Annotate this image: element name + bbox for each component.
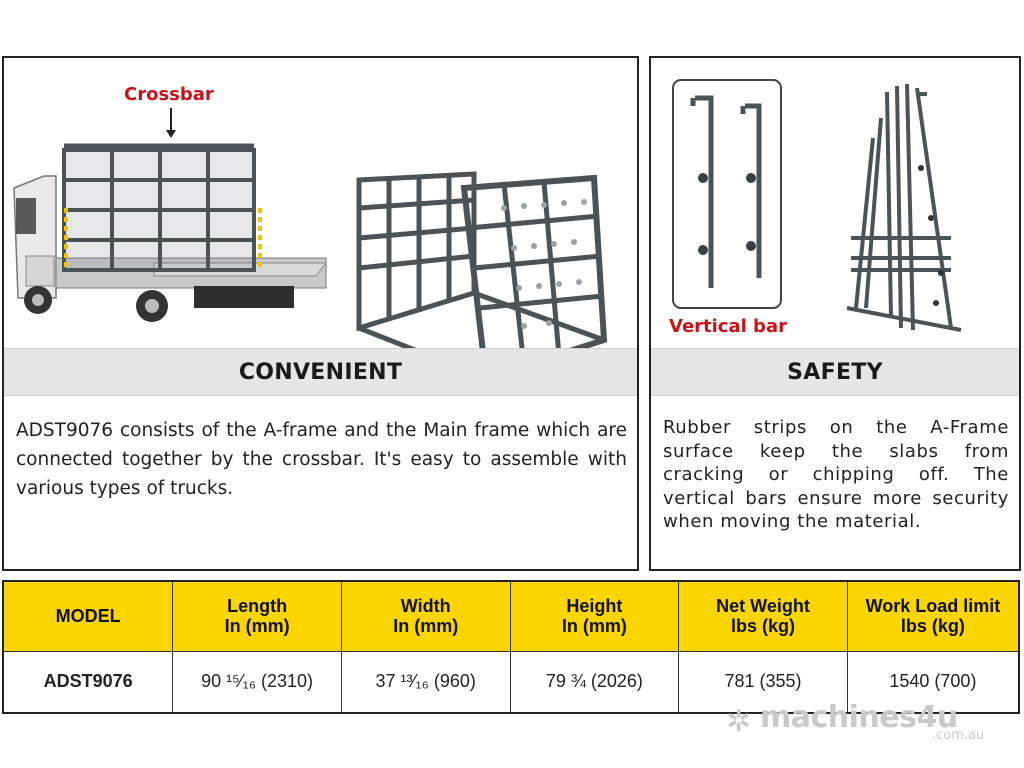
convenient-heading: CONVENIENT (4, 348, 637, 396)
cell-model: ADST9076 (3, 651, 173, 713)
truck-mounted-rack (64, 146, 254, 270)
column-header-height: Height In (mm) (510, 581, 679, 651)
spec-table (2, 580, 1020, 714)
column-header-model: MODEL (3, 581, 173, 651)
safety-description: Rubber strips on the A-Frame surface keep the slabs from cracking or chipping off. The vertical bars ensure more security when moving the material. (663, 417, 1009, 532)
a-frame-side-view (847, 84, 961, 330)
column-header-width: Width In (mm) (341, 581, 510, 651)
vertical-bar-callout-label: Vertical bar (669, 316, 787, 337)
cell-net-weight: 781 (355) (679, 651, 848, 713)
crossbar-callout-label: Crossbar (124, 84, 214, 105)
a-frame-rack (359, 174, 604, 348)
cell-width: 37 ¹³⁄₁₆ (960) (341, 651, 510, 713)
cell-length: 90 ¹⁵⁄₁₆ (2310) (173, 651, 342, 713)
machines4u-watermark (726, 700, 996, 746)
watermark-brand: machines4u (760, 700, 958, 735)
cell-work-load-limit: 1540 (700) (847, 651, 1019, 713)
truck-cab (14, 176, 56, 314)
snowflake-logo-icon: ✲ (726, 704, 752, 739)
vertical-bar-illustration (651, 58, 1019, 348)
watermark-domain: .com.au (932, 728, 985, 743)
column-header-work-load-limit: Work Load limit lbs (kg) (847, 581, 1019, 651)
cell-height: 79 ¾ (2026) (510, 651, 679, 713)
table-header-row (3, 581, 1019, 651)
convenient-panel (2, 56, 639, 571)
convenient-description: ADST9076 consists of the A-frame and the Main frame which are connected together by the crossbar. It's easy to assemble with various types of trucks. (16, 420, 627, 499)
safety-heading: SAFETY (651, 348, 1019, 396)
truck-rack-illustration (4, 58, 637, 348)
safety-panel (649, 56, 1021, 571)
column-header-length: Length In (mm) (173, 581, 342, 651)
column-header-net-weight: Net Weight lbs (kg) (679, 581, 848, 651)
